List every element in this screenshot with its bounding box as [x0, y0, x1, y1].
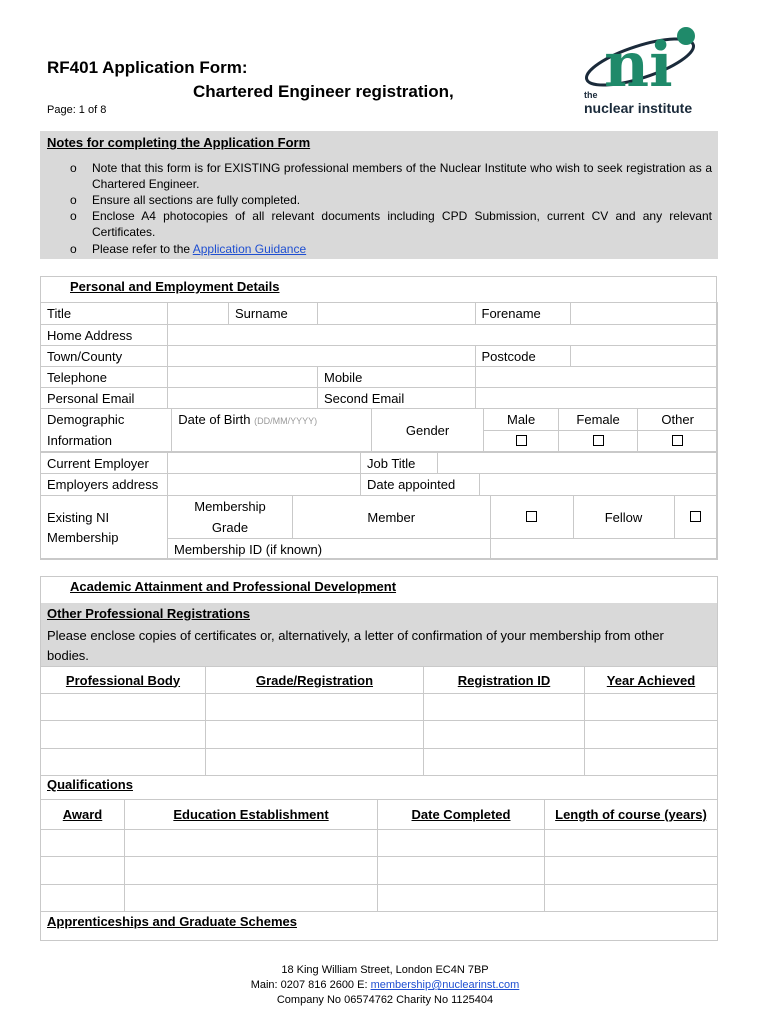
col-award: Award	[41, 800, 125, 830]
table-cell[interactable]	[378, 857, 545, 885]
other-checkbox[interactable]	[672, 435, 683, 446]
membership-grade-label	[168, 496, 293, 539]
table-row	[41, 694, 718, 721]
table-cell[interactable]	[545, 857, 718, 885]
title-field[interactable]	[168, 303, 229, 325]
table-cell[interactable]	[378, 830, 545, 857]
telephone-label: Telephone	[41, 367, 168, 388]
home-address-field[interactable]	[168, 325, 718, 346]
mobile-label: Mobile	[318, 367, 476, 388]
personal-details-table	[40, 302, 718, 409]
col-grade-registration: Grade/Registration	[206, 667, 424, 694]
employers-address-field[interactable]	[168, 474, 361, 496]
female-checkbox-cell	[558, 431, 638, 452]
membership-id-label: Membership ID (if known)	[168, 539, 491, 560]
other-checkbox-cell	[638, 431, 718, 452]
table-cell[interactable]	[41, 749, 206, 776]
current-employer-label: Current Employer	[41, 453, 168, 474]
footer-email-link[interactable]: membership@nuclearinst.com	[370, 979, 520, 991]
footer-address: 18 King William Street, London EC4N 7BP	[281, 964, 489, 976]
mobile-field[interactable]	[475, 367, 717, 388]
page-indicator: Page: 1 of 8	[47, 104, 107, 116]
table-cell[interactable]	[424, 721, 585, 749]
bullet: o	[70, 161, 77, 175]
postcode-field[interactable]	[570, 346, 717, 367]
academic-heading: Academic Attainment and Professional Development	[70, 579, 397, 594]
fellow-checkbox[interactable]	[690, 511, 701, 522]
date-appointed-field[interactable]	[480, 474, 718, 496]
col-registration-id: Registration ID	[424, 667, 585, 694]
application-guidance-link[interactable]: Application Guidance	[192, 242, 307, 256]
note-item: Enclose A4 photocopies of all relevant documents including CPD Submission, current CV and any relevant Certificates.	[92, 209, 712, 239]
current-employer-field[interactable]	[168, 453, 361, 474]
table-cell[interactable]	[585, 721, 718, 749]
footer-main: Main: 0207 816 2600 E:	[250, 979, 371, 991]
table-row	[41, 721, 718, 749]
note-item: Ensure all sections are fully completed.	[92, 193, 301, 207]
table-row	[41, 885, 718, 912]
forename-field[interactable]	[570, 303, 717, 325]
membership-grade-line1: Membership	[194, 499, 266, 514]
other-registrations-heading: Other Professional Registrations	[47, 606, 250, 621]
demographic-label-line1: Demographic	[47, 412, 125, 427]
table-cell[interactable]	[206, 749, 424, 776]
dob-hint: (DD/MM/YYYY)	[254, 416, 318, 426]
table-row	[41, 749, 718, 776]
female-label: Female	[558, 409, 638, 431]
logo-initials: ni	[604, 28, 673, 101]
membership-id-field[interactable]	[490, 539, 718, 560]
other-registrations-panel	[41, 603, 717, 666]
table-cell[interactable]	[41, 721, 206, 749]
personal-email-field[interactable]	[168, 388, 318, 409]
male-checkbox-cell	[484, 431, 558, 452]
town-county-field[interactable]	[168, 346, 476, 367]
table-cell[interactable]	[41, 885, 125, 912]
form-title: RF401 Application Form:	[47, 58, 248, 77]
job-title-label: Job Title	[361, 453, 438, 474]
logo-text-the: the	[584, 90, 598, 100]
logo-text-name: nuclear institute	[584, 100, 693, 116]
other-label: Other	[638, 409, 718, 431]
col-professional-body: Professional Body	[41, 667, 206, 694]
notes-heading: Notes for completing the Application Form	[47, 135, 311, 150]
form-subtitle: Chartered Engineer registration,	[193, 82, 454, 101]
footer-contact	[0, 978, 770, 993]
member-label: Member	[293, 496, 491, 539]
membership-table	[40, 495, 718, 560]
gender-label: Gender	[371, 409, 484, 452]
table-cell[interactable]	[585, 749, 718, 776]
telephone-field[interactable]	[168, 367, 318, 388]
table-row	[41, 830, 718, 857]
dob-label: Date of Birth	[178, 412, 255, 427]
refer-text: Please refer to the	[92, 242, 193, 256]
dob-cell[interactable]	[172, 409, 371, 452]
member-checkbox[interactable]	[526, 511, 537, 522]
demographic-label	[41, 409, 172, 452]
forename-label: Forename	[475, 303, 570, 325]
bullet: o	[70, 242, 77, 256]
col-education-establishment: Education Establishment	[125, 800, 378, 830]
personal-email-label: Personal Email	[41, 388, 168, 409]
second-email-label: Second Email	[318, 388, 476, 409]
demographic-table	[40, 408, 718, 452]
employment-table	[40, 452, 718, 474]
table-cell[interactable]	[206, 721, 424, 749]
note-item-guidance	[92, 241, 712, 257]
col-year-achieved: Year Achieved	[585, 667, 718, 694]
table-cell[interactable]	[41, 694, 206, 721]
col-course-length: Length of course (years)	[545, 800, 718, 830]
female-checkbox[interactable]	[593, 435, 604, 446]
table-cell[interactable]	[585, 694, 718, 721]
membership-grade-line2: Grade	[211, 520, 249, 535]
surname-field[interactable]	[318, 303, 476, 325]
table-cell[interactable]	[125, 857, 378, 885]
personal-details-heading: Personal and Employment Details	[70, 279, 280, 294]
table-row	[41, 857, 718, 885]
note-item: Note that this form is for EXISTING professional members of the Nuclear Institute who wish to seek registration as a Chartered Engineer.	[92, 161, 712, 191]
table-cell[interactable]	[125, 885, 378, 912]
town-county-label: Town/County	[41, 346, 168, 367]
postcode-label: Postcode	[475, 346, 570, 367]
title-label: Title	[41, 303, 168, 325]
notes-panel	[40, 131, 718, 259]
table-cell[interactable]	[41, 857, 125, 885]
registrations-table	[40, 666, 718, 776]
home-address-label: Home Address	[41, 325, 168, 346]
apprenticeships-heading: Apprenticeships and Graduate Schemes	[47, 914, 297, 929]
footer-company: Company No 06574762 Charity No 1125404	[276, 994, 494, 1006]
male-label: Male	[484, 409, 558, 431]
bullet: o	[70, 193, 77, 207]
col-date-completed: Date Completed	[378, 800, 545, 830]
other-registrations-text: Please enclose copies of certificates or, alternatively, a letter of confirmation of your membership from other bodies.	[47, 628, 664, 663]
table-cell[interactable]	[206, 694, 424, 721]
existing-label-line2: Membership	[47, 529, 119, 545]
table-cell[interactable]	[125, 830, 378, 857]
fellow-label: Fellow	[573, 496, 674, 539]
male-checkbox[interactable]	[516, 435, 527, 446]
existing-membership-label	[41, 496, 168, 560]
table-cell[interactable]	[545, 830, 718, 857]
table-cell[interactable]	[424, 749, 585, 776]
table-cell[interactable]	[545, 885, 718, 912]
member-checkbox-cell	[490, 496, 573, 539]
fellow-checkbox-cell	[674, 496, 718, 539]
demographic-label-line2: Information	[47, 433, 113, 448]
second-email-field[interactable]	[475, 388, 717, 409]
employer-address-table	[40, 473, 718, 496]
surname-label: Surname	[229, 303, 318, 325]
table-cell[interactable]	[424, 694, 585, 721]
table-cell[interactable]	[378, 885, 545, 912]
job-title-field[interactable]	[438, 453, 718, 474]
existing-label-line1: Existing NI	[47, 509, 110, 525]
employers-address-label: Employers address	[41, 474, 168, 496]
qualifications-table	[40, 799, 718, 912]
qualifications-heading: Qualifications	[47, 777, 133, 792]
bullet: o	[70, 209, 77, 223]
date-appointed-label: Date appointed	[361, 474, 480, 496]
table-cell[interactable]	[41, 830, 125, 857]
